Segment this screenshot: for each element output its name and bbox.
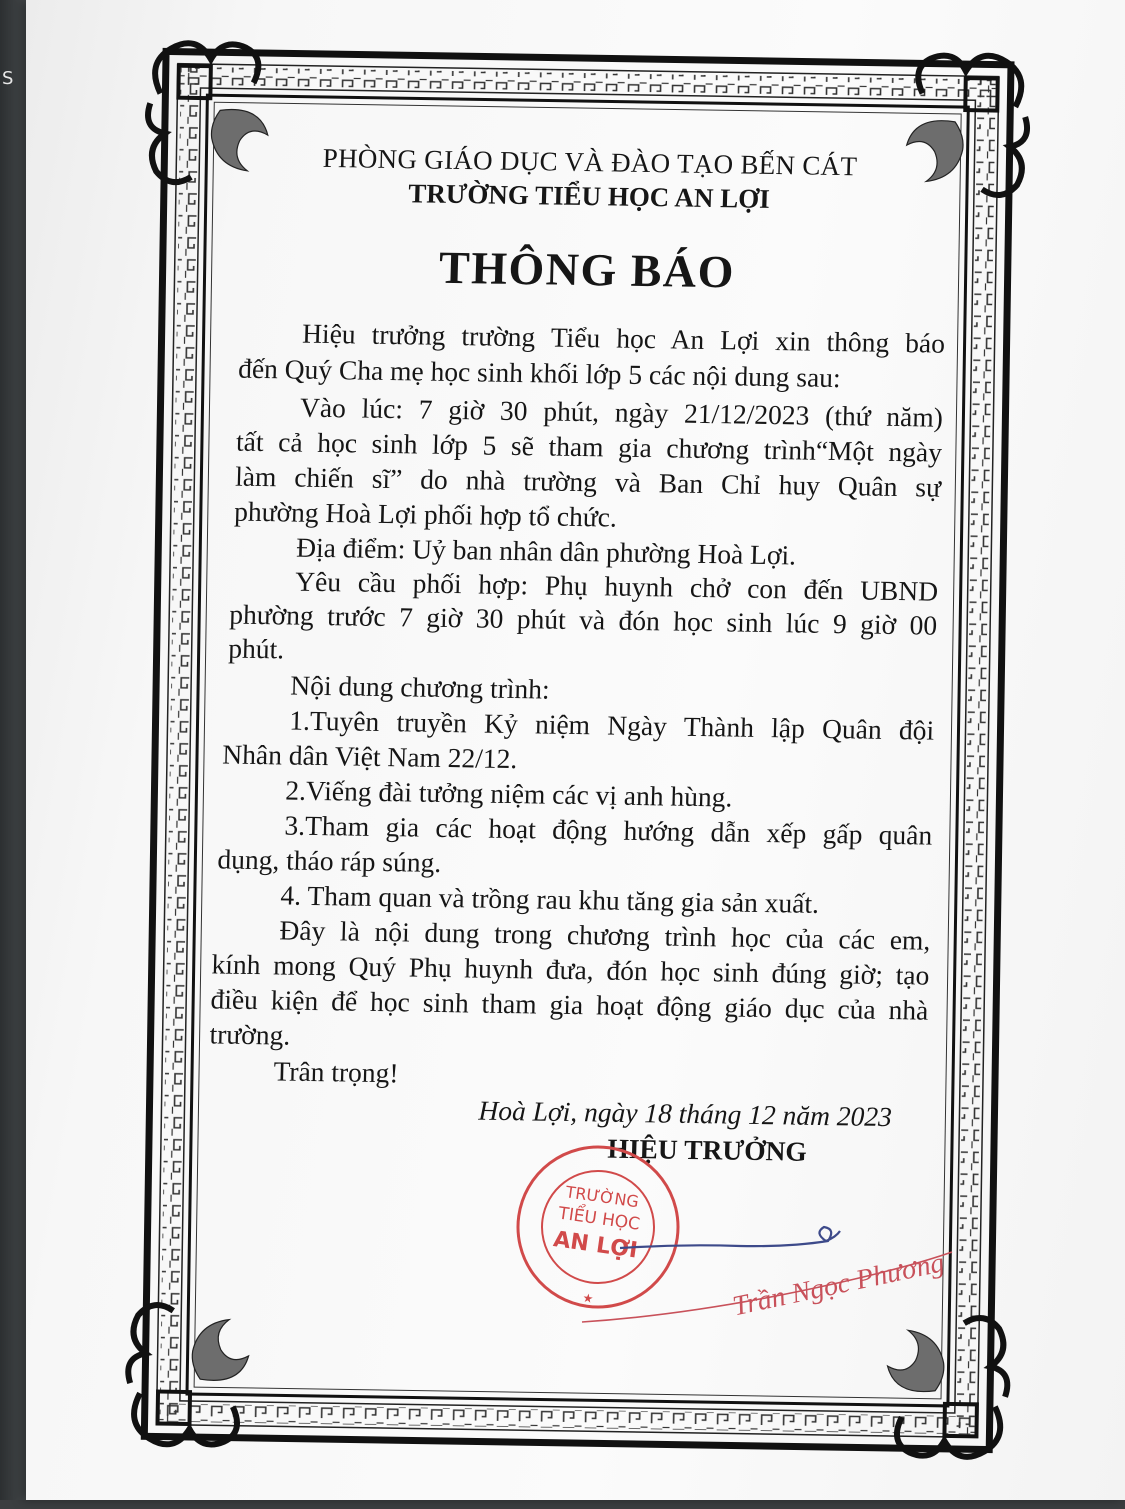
body-line: phường Hoà Lợi phối hợp tổ chức.: [233, 495, 618, 533]
department-name: PHÒNG GIÁO DỤC VÀ ĐÀO TẠO BẾN CÁT: [322, 142, 858, 182]
body-line: tất cả học sinh lớp 5 sẽ tham gia chương trình“Một ngày: [235, 425, 943, 468]
body-line: kính mong Quý Phụ huynh đưa, đón học sinh đúng giờ; tạo: [211, 948, 930, 991]
signer-name: Trần Ngọc Phương: [730, 1247, 948, 1323]
list-item: Nhân dân Việt Nam 22/12.: [222, 738, 518, 775]
location-line: Địa điểm: Uỷ ban nhân dân phường Hoà Lợi.: [295, 531, 797, 571]
body-line: Vào lúc: 7 giờ 30 phút, ngày 21/12/2023 (thứ năm): [299, 391, 944, 433]
list-item: 2.Viếng đài tưởng niệm các vị anh hùng.: [285, 774, 733, 813]
seal-line-1: TRƯỜNG: [564, 1182, 641, 1212]
body-line: điều kiện để học sinh tham gia hoạt động giáo dục của nhà: [210, 983, 929, 1026]
school-seal: [503, 1132, 693, 1322]
seal-line-3: AN LỢI: [551, 1227, 640, 1264]
regards: Trân trọng!: [273, 1055, 400, 1089]
desk-edge-glyph: S: [2, 68, 14, 89]
page-title: THÔNG BÁO: [438, 241, 736, 298]
list-item: 4. Tham quan và trồng rau khu tăng gia sản xuất.: [280, 879, 820, 919]
list-item: 3.Tham gia các hoạt động hướng dẫn xếp gấp quân: [284, 809, 933, 851]
signer-role: HIỆU TRƯỞNG: [607, 1132, 808, 1167]
body-line: Đây là nội dung trong chương trình học của các em,: [279, 914, 931, 956]
body-line: làm chiến sĩ” do nhà trường và Ban Chỉ huy Quân sự: [234, 460, 942, 503]
school-name: TRƯỜNG TIỂU HỌC AN LỢI: [407, 178, 771, 214]
body-line: phút.: [227, 632, 285, 665]
seal-line-2: TIỂU HỌC: [557, 1203, 642, 1235]
program-heading: Nội dung chương trình:: [289, 669, 551, 705]
place-date: Hoà Lợi, ngày 18 tháng 12 năm 2023: [478, 1094, 893, 1133]
list-item: 1.Tuyên truyền Kỷ niệm Ngày Thành lập Quân đội: [288, 704, 935, 746]
body-line: trường.: [209, 1018, 291, 1051]
body-line: phường trước 7 giờ 30 phút và đón học sinh lúc 9 giờ 00: [228, 598, 938, 641]
body-line: Hiệu trưởng trường Tiểu học An Lợi xin thông báo: [301, 317, 946, 359]
body-line: Yêu cầu phối hợp: Phụ huynh chở con đến UBND: [294, 565, 939, 607]
body-line: đến Quý Cha mẹ học sinh khối lớp 5 các nội dung sau:: [237, 352, 842, 394]
list-item: dụng, tháo ráp súng.: [217, 843, 442, 878]
svg-text:★: ★: [581, 1290, 595, 1306]
